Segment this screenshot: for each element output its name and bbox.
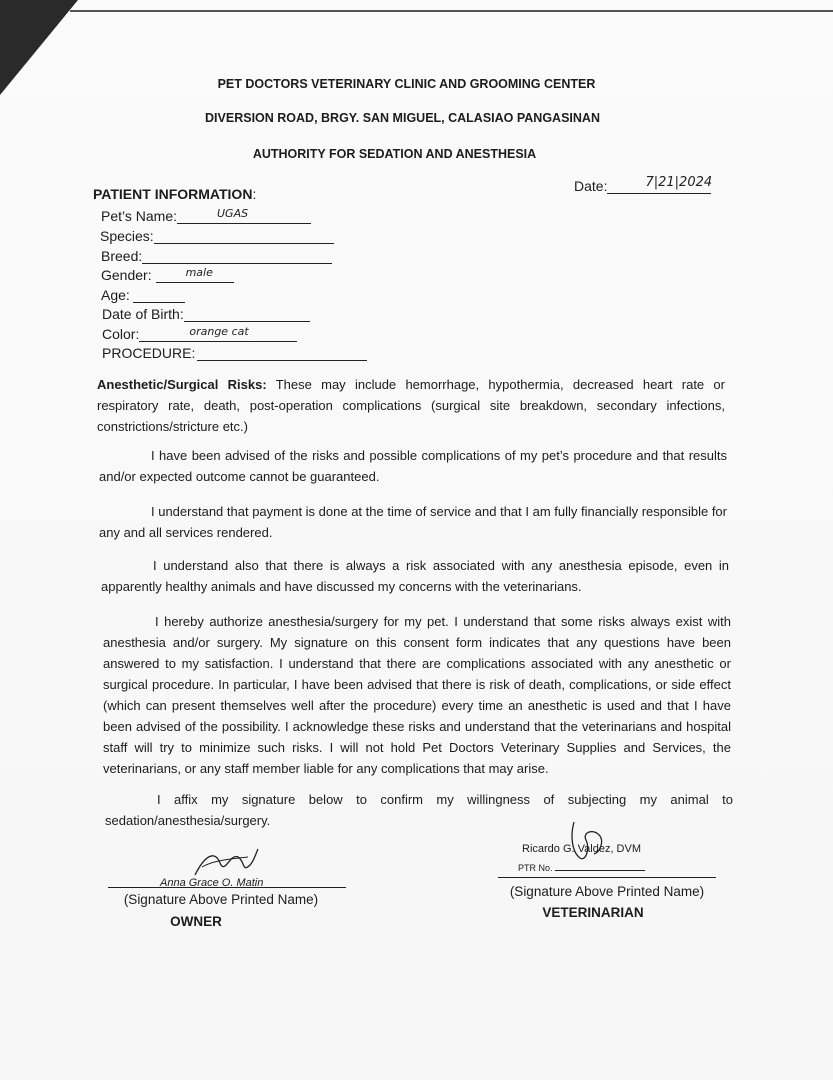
paragraph-affix-signature: I affix my signature below to confirm my willingness of subjecting my animal to sedation/anesthesia/surgery. (105, 792, 733, 828)
color-field (102, 326, 297, 342)
owner-signature-caption: (Signature Above Printed Name) (123, 892, 319, 907)
form-title: AUTHORITY FOR SEDATION AND ANESTHESIA (252, 147, 537, 161)
date-value: 7|21|2024 (645, 175, 713, 190)
procedure-field (102, 345, 367, 361)
pet-name-field (101, 208, 311, 224)
owner-signature-line (108, 887, 346, 888)
veterinarian-signature-scribble (560, 818, 610, 864)
ptr-line (555, 862, 645, 871)
patient-info-title: PATIENT INFORMATION: (93, 186, 257, 202)
veterinarian-signature-caption: (Signature Above Printed Name) (509, 884, 705, 899)
clinic-address: DIVERSION ROAD, BRGY. SAN MIGUEL, CALASIAO PANGASINAN (205, 111, 600, 125)
age-label: Age: (101, 287, 130, 303)
veterinarian-printed-name: Ricardo G. Valdez, DVM (522, 843, 642, 855)
color-label: Color: (102, 326, 140, 342)
species-label: Species: (100, 228, 154, 244)
breed-label: Breed: (101, 248, 143, 264)
risks-paragraph (97, 374, 725, 437)
date-field (574, 175, 713, 194)
breed-field (101, 248, 332, 264)
date-label: Date: (574, 178, 608, 194)
gender-label: Gender: (101, 267, 152, 283)
veterinarian-signature-line (498, 877, 716, 878)
ptr-field (518, 862, 645, 873)
pet-name-label: Pet’s Name: (101, 208, 177, 224)
pet-name-value: UGAS (217, 207, 249, 220)
risks-text: These may include hemorrhage, hypothermia, decreased heart rate or respiratory rate, death, post-operation complications (surgical site breakdown, secondary infections, constrictions/stricture etc.) (97, 377, 725, 434)
owner-printed-name: Anna Grace O. Matin (160, 877, 264, 889)
procedure-label: PROCEDURE: (102, 345, 196, 361)
paragraph-advised: I have been advised of the risks and possible complications of my pet’s procedure and that results and/or expected outcome cannot be guaranteed. (99, 448, 727, 484)
paragraph-payment: I understand that payment is done at the time of service and that I am fully financially responsible for any and all services rendered. (99, 504, 727, 540)
color-value: orange cat (189, 325, 249, 338)
ptr-label: PTR No. (518, 863, 553, 873)
risks-label: Anesthetic/Surgical Risks: (97, 377, 267, 392)
gender-value: male (185, 266, 213, 279)
species-field (100, 228, 334, 244)
scan-top-edge (70, 10, 833, 12)
date-line (607, 175, 713, 194)
age-field (101, 287, 185, 303)
veterinarian-role: VETERINARIAN (542, 905, 644, 920)
paragraph-risk-anesthesia: I understand also that there is always a risk associated with any anesthesia episode, even in apparently healthy animals and have discussed my concerns with the veterinarians. (101, 558, 729, 594)
owner-role: OWNER (170, 914, 222, 929)
date-of-birth-label: Date of Birth: (102, 306, 184, 322)
clinic-name: PET DOCTORS VETERINARY CLINIC AND GROOMING CENTER (217, 77, 596, 91)
paragraph-authorization: I hereby authorize anesthesia/surgery for my pet. I understand that some risks always exist with anesthesia and/or surgery. My signature on this consent form indicates that any questions have been answered to my satisfaction. I understand that there are complications associated with any anesthetic or surgical procedure. In particular, I have been advised that there is risk of death, complications, or side effect (which can present themselves well after the procedure) every time an anesthetic is used and that I have been advised of the possibility. I acknowledge these risks and understand that the veterinarians and hospital staff will try to minimize such risks. I will not hold Pet Doctors Veterinary Supplies and Services, the veterinarians, or any staff member liable for any complications that may arise. (103, 614, 731, 776)
date-of-birth-field (102, 306, 310, 322)
gender-field (101, 267, 234, 283)
